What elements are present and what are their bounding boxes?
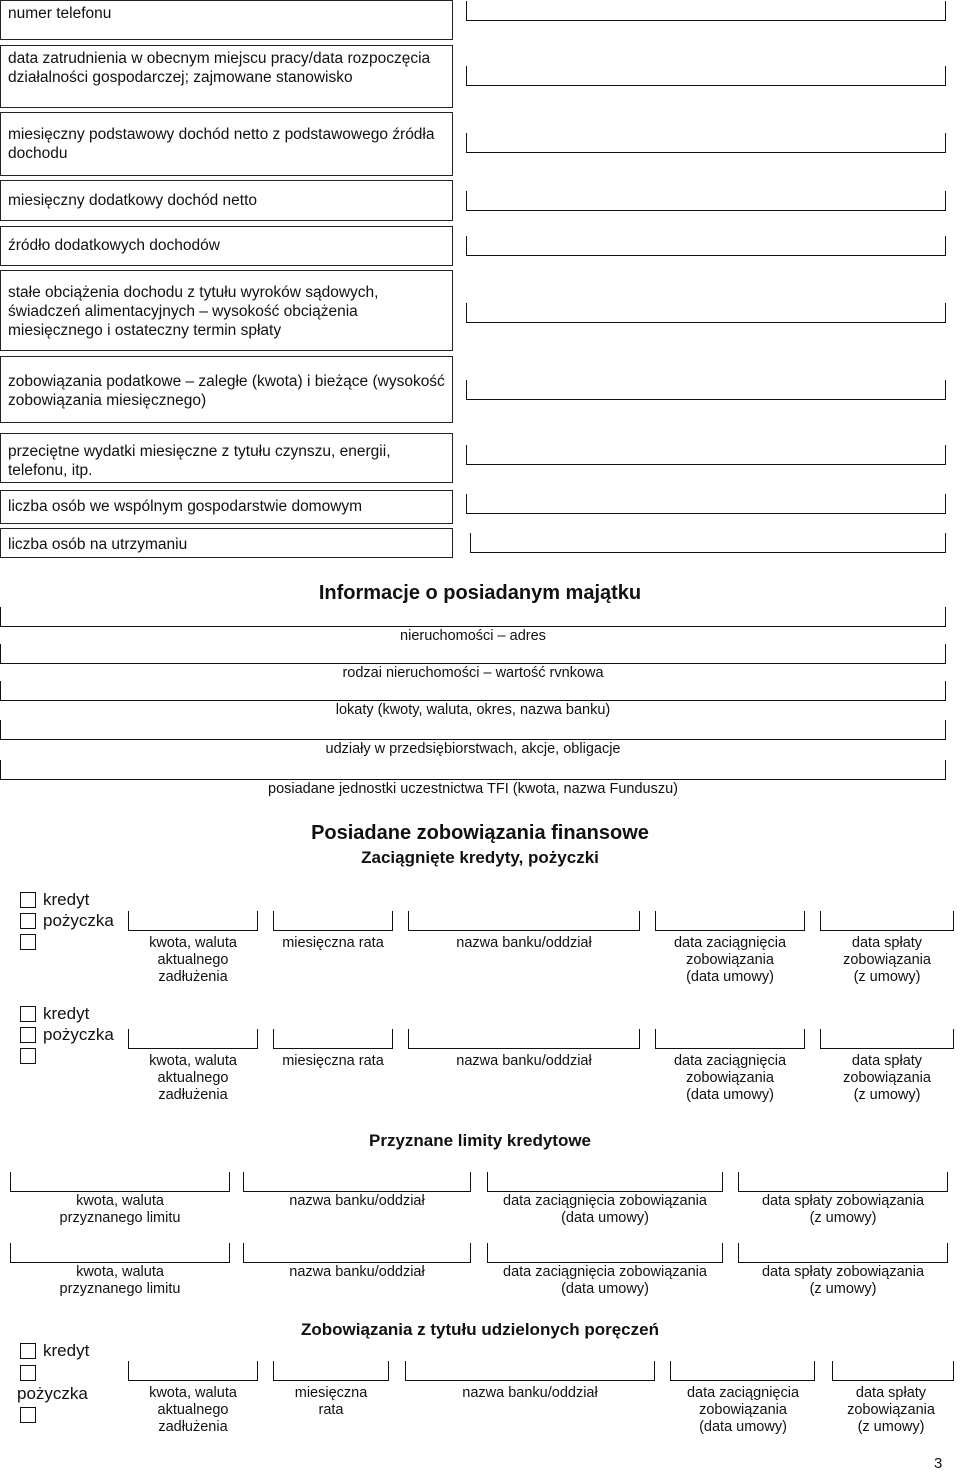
- field-limit-end-2[interactable]: [738, 1243, 948, 1263]
- col-debt-amount-2: kwota, waluta aktualnego zadłużenia: [149, 1053, 237, 1103]
- col-guarantee-start: data zaciągnięcia zobowiązania (data umowy): [686, 1385, 800, 1435]
- page-number: 3: [934, 1455, 943, 1472]
- field-end-date-2[interactable]: [820, 1029, 954, 1049]
- guarantees-title: Zobowiązania z tytułu udzielonych poręczeń: [301, 1320, 659, 1339]
- field-guarantee-amount[interactable]: [128, 1361, 258, 1381]
- col-end-date-2: data spłaty zobowiązania (z umowy): [843, 1053, 931, 1103]
- assets-title: Informacje o posiadanym majątku: [318, 582, 642, 604]
- checkbox-empty-2[interactable]: [20, 1048, 36, 1064]
- checkbox-label-loan-2: pożyczka: [43, 1025, 114, 1044]
- checkbox-guarantee-loan[interactable]: [20, 1407, 36, 1423]
- field-guarantee-bank[interactable]: [405, 1361, 655, 1381]
- checkbox-label-guarantee-loan: pożyczka: [17, 1384, 88, 1403]
- col-bank-2: nazwa banku/oddział: [456, 1053, 592, 1069]
- field-limit-bank-2[interactable]: [243, 1243, 471, 1263]
- col-start-date-2: data zaciągnięcia zobowiązania (data umowy): [673, 1053, 787, 1103]
- field-limit-amount-1[interactable]: [10, 1172, 230, 1192]
- checkbox-label-credit-1: kredyt: [43, 890, 90, 909]
- field-start-date-2[interactable]: [655, 1029, 805, 1049]
- field-extra-income[interactable]: [466, 191, 946, 211]
- label-dependents: liczba osób na utrzymaniu: [0, 528, 453, 558]
- label-base-income: miesięczny podstawowy dochód netto z podstawowego źródła dochodu: [0, 112, 453, 176]
- col-guarantee-rate: miesięczna rata: [294, 1385, 368, 1418]
- field-limit-start-2[interactable]: [487, 1243, 723, 1263]
- label-tax-liabilities: zobowiązania podatkowe – zaległe (kwota) i bieżące (wysokość zobowiązania miesięcznego): [0, 356, 453, 423]
- field-fixed-burdens[interactable]: [466, 303, 946, 323]
- col-limit-bank-1: nazwa banku/oddział: [289, 1193, 425, 1209]
- checkbox-guarantee-credit[interactable]: [20, 1343, 36, 1359]
- checkbox-loan-1[interactable]: [20, 913, 36, 929]
- col-guarantee-end: data spłaty zobowiązania (z umowy): [847, 1385, 935, 1435]
- checkbox-label-guarantee-credit: kredyt: [43, 1341, 90, 1360]
- label-fund-units: posiadane jednostki uczestnictwa TFI (kwota, nazwa Funduszu): [268, 781, 678, 797]
- label-employment-date: data zatrudnienia w obecnym miejscu pracy/data rozpoczęcia działalności gospodarczej; zajmowane stanowisko: [0, 45, 453, 108]
- col-limit-start-2: data zaciągnięcia zobowiązania (data umowy): [503, 1264, 707, 1297]
- col-monthly-rate-2: miesięczna rata: [282, 1053, 384, 1069]
- col-guarantee-amount: kwota, waluta aktualnego zadłużenia: [149, 1385, 237, 1435]
- label-fixed-burdens: stałe obciążenia dochodu z tytułu wyroków sądowych, świadczeń alimentacyjnych – wysokość obciążenia miesięcznego i ostateczny termin spłaty: [0, 270, 453, 351]
- field-base-income[interactable]: [466, 133, 946, 153]
- field-real-estate-type[interactable]: [0, 644, 946, 664]
- field-limit-start-1[interactable]: [487, 1172, 723, 1192]
- field-end-date-1[interactable]: [820, 911, 954, 931]
- col-limit-start-1: data zaciągnięcia zobowiązania (data umowy): [503, 1193, 707, 1226]
- field-monthly-rate-1[interactable]: [273, 911, 393, 931]
- field-monthly-rate-2[interactable]: [273, 1029, 393, 1049]
- field-limit-bank-1[interactable]: [243, 1172, 471, 1192]
- field-real-estate-address[interactable]: [0, 607, 946, 627]
- checkbox-loan-2[interactable]: [20, 1027, 36, 1043]
- field-limit-end-1[interactable]: [738, 1172, 948, 1192]
- field-debt-amount-2[interactable]: [128, 1029, 258, 1049]
- col-guarantee-bank: nazwa banku/oddział: [462, 1385, 598, 1401]
- col-bank-1: nazwa banku/oddział: [456, 935, 592, 951]
- checkbox-credit-2[interactable]: [20, 1006, 36, 1022]
- label-real-estate-type: rodzai nieruchomości – wartość rvnkowa: [342, 665, 604, 681]
- label-monthly-expenses: przeciętne wydatki miesięczne z tytułu czynszu, energii, telefonu, itp.: [0, 433, 453, 483]
- col-limit-amount-2: kwota, waluta przyznanego limitu: [59, 1264, 181, 1297]
- checkbox-credit-1[interactable]: [20, 892, 36, 908]
- label-extra-income-source: źródło dodatkowych dochodów: [0, 226, 453, 266]
- col-monthly-rate-1: miesięczna rata: [282, 935, 384, 951]
- checkbox-label-loan-1: pożyczka: [43, 911, 114, 930]
- field-extra-income-source[interactable]: [466, 236, 946, 256]
- label-real-estate-address: nieruchomości – adres: [400, 628, 546, 644]
- field-household-size[interactable]: [466, 494, 946, 514]
- liabilities-title: Posiadane zobowiązania finansowe: [311, 822, 649, 844]
- field-limit-amount-2[interactable]: [10, 1243, 230, 1263]
- field-monthly-expenses[interactable]: [466, 445, 946, 465]
- field-start-date-1[interactable]: [655, 911, 805, 931]
- label-shares: udziały w przedsiębiorstwach, akcje, obligacje: [325, 741, 621, 757]
- field-shares[interactable]: [0, 720, 946, 740]
- liabilities-subtitle: Zaciągnięte kredyty, pożyczki: [361, 848, 599, 867]
- col-limit-amount-1: kwota, waluta przyznanego limitu: [59, 1193, 181, 1226]
- label-extra-income: miesięczny dodatkowy dochód netto: [0, 180, 453, 221]
- field-deposits[interactable]: [0, 681, 946, 701]
- field-debt-amount-1[interactable]: [128, 911, 258, 931]
- field-employment-date[interactable]: [466, 66, 946, 86]
- field-guarantee-end[interactable]: [832, 1361, 954, 1381]
- col-limit-bank-2: nazwa banku/oddział: [289, 1264, 425, 1280]
- field-guarantee-start[interactable]: [670, 1361, 815, 1381]
- col-limit-end-1: data spłaty zobowiązania (z umowy): [761, 1193, 925, 1226]
- label-household-size: liczba osób we wspólnym gospodarstwie domowym: [0, 490, 453, 524]
- col-start-date-1: data zaciągnięcia zobowiązania (data umowy): [673, 935, 787, 985]
- checkbox-empty-1[interactable]: [20, 934, 36, 950]
- field-fund-units[interactable]: [0, 760, 946, 780]
- label-phone: numer telefonu: [0, 0, 453, 40]
- field-dependents[interactable]: [470, 533, 946, 553]
- checkbox-guarantee-empty[interactable]: [20, 1365, 36, 1381]
- field-bank-1[interactable]: [408, 911, 640, 931]
- checkbox-label-credit-2: kredyt: [43, 1004, 90, 1023]
- field-phone[interactable]: [466, 1, 946, 21]
- label-deposits: lokaty (kwoty, waluta, okres, nazwa banku): [335, 702, 611, 718]
- field-guarantee-rate[interactable]: [273, 1361, 389, 1381]
- field-bank-2[interactable]: [408, 1029, 640, 1049]
- limits-title: Przyznane limity kredytowe: [368, 1131, 592, 1150]
- field-tax-liabilities[interactable]: [466, 380, 946, 400]
- col-end-date-1: data spłaty zobowiązania (z umowy): [843, 935, 931, 985]
- col-debt-amount-1: kwota, waluta aktualnego zadłużenia: [149, 935, 237, 985]
- col-limit-end-2: data spłaty zobowiązania (z umowy): [761, 1264, 925, 1297]
